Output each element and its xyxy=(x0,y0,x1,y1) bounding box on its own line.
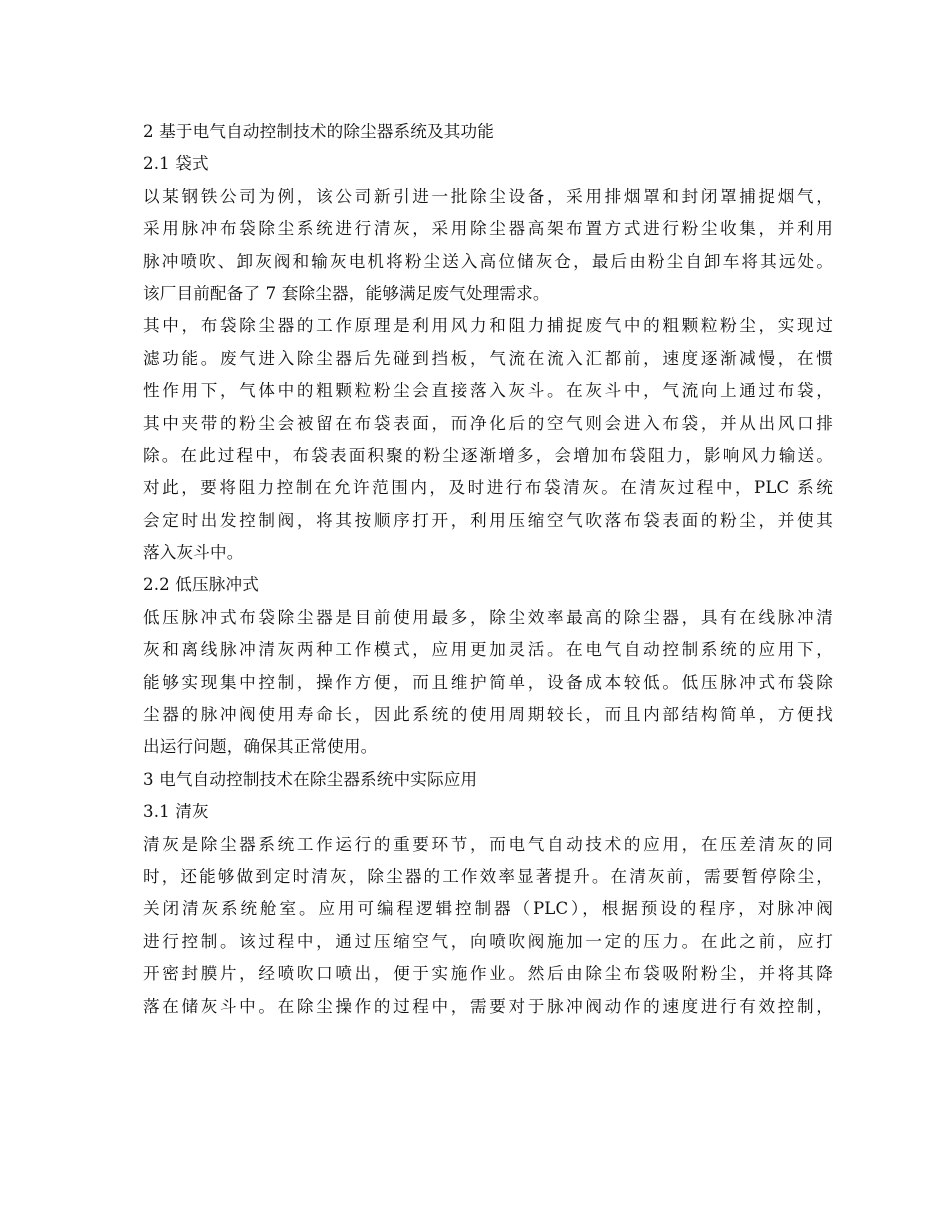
text-line: 低压脉冲式布袋除尘器是目前使用最多，除尘效率最高的除尘器，具有在线脉冲清 xyxy=(143,607,833,627)
text-line: 时，还能够做到定时清灰，除尘器的工作效率显著提升。在清灰前，需要暂停除尘， xyxy=(143,866,833,886)
text-line: 落在储灰斗中。在除尘操作的过程中，需要对于脉冲阀动作的速度进行有效控制， xyxy=(143,996,833,1016)
text-line: 2.1 袋式 xyxy=(143,154,209,174)
text-line: 3 电气自动控制技术在除尘器系统中实际应用 xyxy=(143,769,478,789)
text-line: 该厂目前配备了 7 套除尘器，能够满足废气处理需求。 xyxy=(143,283,550,303)
text-line: 除。在此过程中，布袋表面积聚的粉尘逐渐增多，会增加布袋阻力，影响风力输送。 xyxy=(143,445,833,465)
text-line: 灰和离线脉冲清灰两种工作模式，应用更加灵活。在电气自动控制系统的应用下， xyxy=(143,640,833,660)
text-line: 采用脉冲布袋除尘系统进行清灰，采用除尘器高架布置方式进行粉尘收集，并利用 xyxy=(143,219,833,239)
text-line: 性作用下，气体中的粗颗粒粉尘会直接落入灰斗。在灰斗中，气流向上通过布袋， xyxy=(143,381,833,401)
text-line: 其中，布袋除尘器的工作原理是利用风力和阻力捕捉废气中的粗颗粒粉尘，实现过 xyxy=(143,316,833,336)
text-line: 其中夹带的粉尘会被留在布袋表面，而净化后的空气则会进入布袋，并从出风口排 xyxy=(143,413,833,433)
text-line: 尘器的脉冲阀使用寿命长，因此系统的使用周期较长，而且内部结构简单，方便找 xyxy=(143,705,833,725)
text-line: 对此，要将阻力控制在允许范围内，及时进行布袋清灰。在清灰过程中，PLC 系统 xyxy=(143,478,833,498)
text-line: 会定时出发控制阀，将其按顺序打开，利用压缩空气吹落布袋表面的粉尘，并使其 xyxy=(143,510,833,530)
text-line: 滤功能。废气进入除尘器后先碰到挡板，气流在流入汇都前，速度逐渐减慢，在惯 xyxy=(143,348,833,368)
text-line: 出运行问题，确保其正常使用。 xyxy=(143,737,378,757)
text-line: 进行控制。该过程中，通过压缩空气，向喷吹阀施加一定的压力。在此之前，应打 xyxy=(143,931,833,951)
text-line: 2.2 低压脉冲式 xyxy=(143,575,259,595)
document-page xyxy=(143,116,833,1023)
text-line: 2 基于电气自动控制技术的除尘器系统及其功能 xyxy=(143,122,495,141)
text-line: 3.1 清灰 xyxy=(143,802,209,822)
text-line: 能够实现集中控制，操作方便，而且维护简单，设备成本较低。低压脉冲式布袋除 xyxy=(143,672,833,692)
text-line: 落入灰斗中。 xyxy=(143,543,244,563)
text-line: 关闭清灰系统舱室。应用可编程逻辑控制器（PLC），根据预设的程序，对脉冲阀 xyxy=(143,899,833,919)
text-line: 脉冲喷吹、卸灰阀和输灰电机将粉尘送入高位储灰仓，最后由粉尘自卸车将其远处。 xyxy=(143,251,833,271)
text-line: 开密封膜片，经喷吹口喷出，便于实施作业。然后由除尘布袋吸附粉尘，并将其降 xyxy=(143,964,833,984)
text-line: 清灰是除尘器系统工作运行的重要环节，而电气自动技术的应用，在压差清灰的同 xyxy=(143,834,833,854)
text-line: 以某钢铁公司为例，该公司新引进一批除尘设备，采用排烟罩和封闭罩捕捉烟气， xyxy=(143,186,833,206)
